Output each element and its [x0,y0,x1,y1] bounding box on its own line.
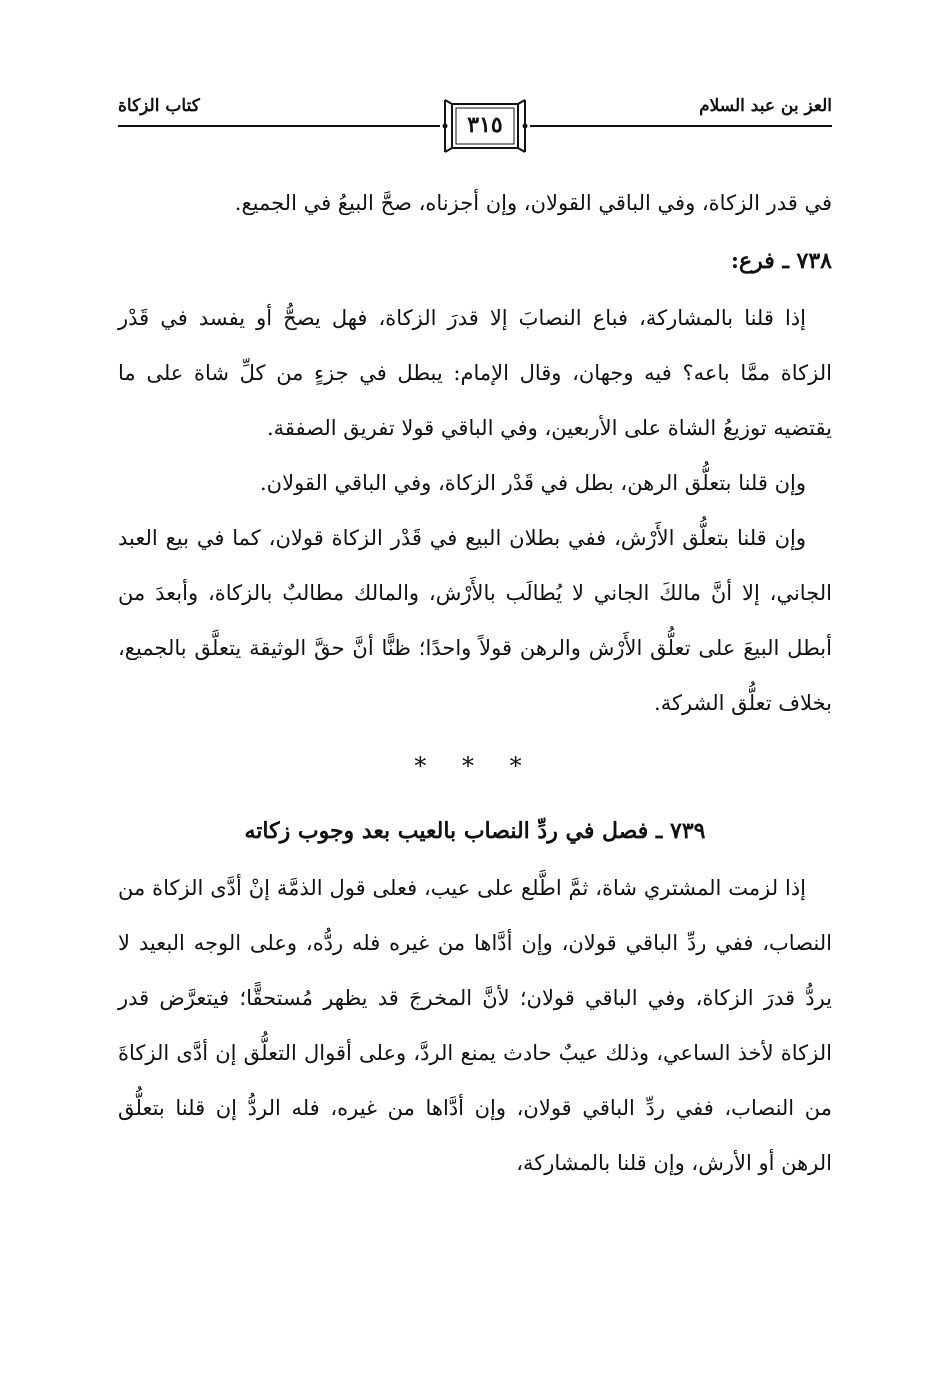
paragraph: إذا لزمت المشتري شاة، ثمَّ اطَّلع على عيب، فعلى قول الذمَّة إنْ أدَّى الزكاة من النصاب، ففي ردِّ الباقي قولان، وإن أدَّاها من غيره فله ردُّه، وعلى الوجه البعيد لا يردُّ قدرَ الزكاة، وفي الباقي قولان؛ لأنَّ المخرجَ قد يظهر مُستحقًّا؛ فيتعرَّض قدر الزكاة لأخذ الساعي، وذلك عيبٌ حادث يمنع الردَّ، وعلى أقوال التعلُّق إن أدَّى الزكاةَ من النصاب، ففي ردِّ الباقي قولان، وإن أدَّاها من غيره، فله الردُّ إن قلنا بتعلُّق الرهن أو الأرش، وإن قلنا بالمشاركة، [118,876,832,1175]
page-number-frame [440,98,530,154]
section-heading: ٧٣٩ ـ فصل في ردِّ النصاب بالعيب بعد وجوب زكاته [244,818,706,844]
main-text [118,176,832,1191]
running-head-author: العز بن عبد السلام [699,96,832,116]
paragraph: وإن قلنا بتعلُّق الأَرْش، ففي بطلان البيع في قَدْر الزكاة قولان، كما في بيع العبد الجاني، إلا أنَّ مالكَ الجاني لا يُطالَب بالأَرْش، والمالك مطالبٌ بالزكاة، وأبعدَ من أبطل البيعَ على تعلُّق الأَرْش والرهن قولاً واحدًا؛ ظنًّا أنَّ حقَّ الوثيقة يتعلَّق بالجميع، بخلاف تعلُّق الشركة. [118,526,832,715]
page-number: ٣١٥ [467,112,503,138]
paragraph: وإن قلنا بتعلُّق الرهن، بطل في قَدْر الزكاة، وفي الباقي القولان. [260,471,806,495]
page-header [118,92,832,162]
section-separator: * * * [414,752,536,780]
paragraph: إذا قلنا بالمشاركة، فباع النصابَ إلا قدرَ الزكاة، فهل يصحُّ أو يفسد في قَدْر الزكاة ممَّا باعه؟ فيه وجهان، وقال الإمام: يبطل في جزءٍ من كلِّ شاة على ما يقتضيه توزيعُ الشاة على الأربعين، وفي الباقي قولا تفريق الصفقة. [118,306,832,440]
paragraph: في قدر الزكاة، وفي الباقي القولان، وإن أجزناه، صحَّ البيعُ في الجميع. [234,191,832,215]
branch-heading: ٧٣٨ ـ فرع: [730,248,832,274]
running-head-book: كتاب الزكاة [118,96,200,116]
